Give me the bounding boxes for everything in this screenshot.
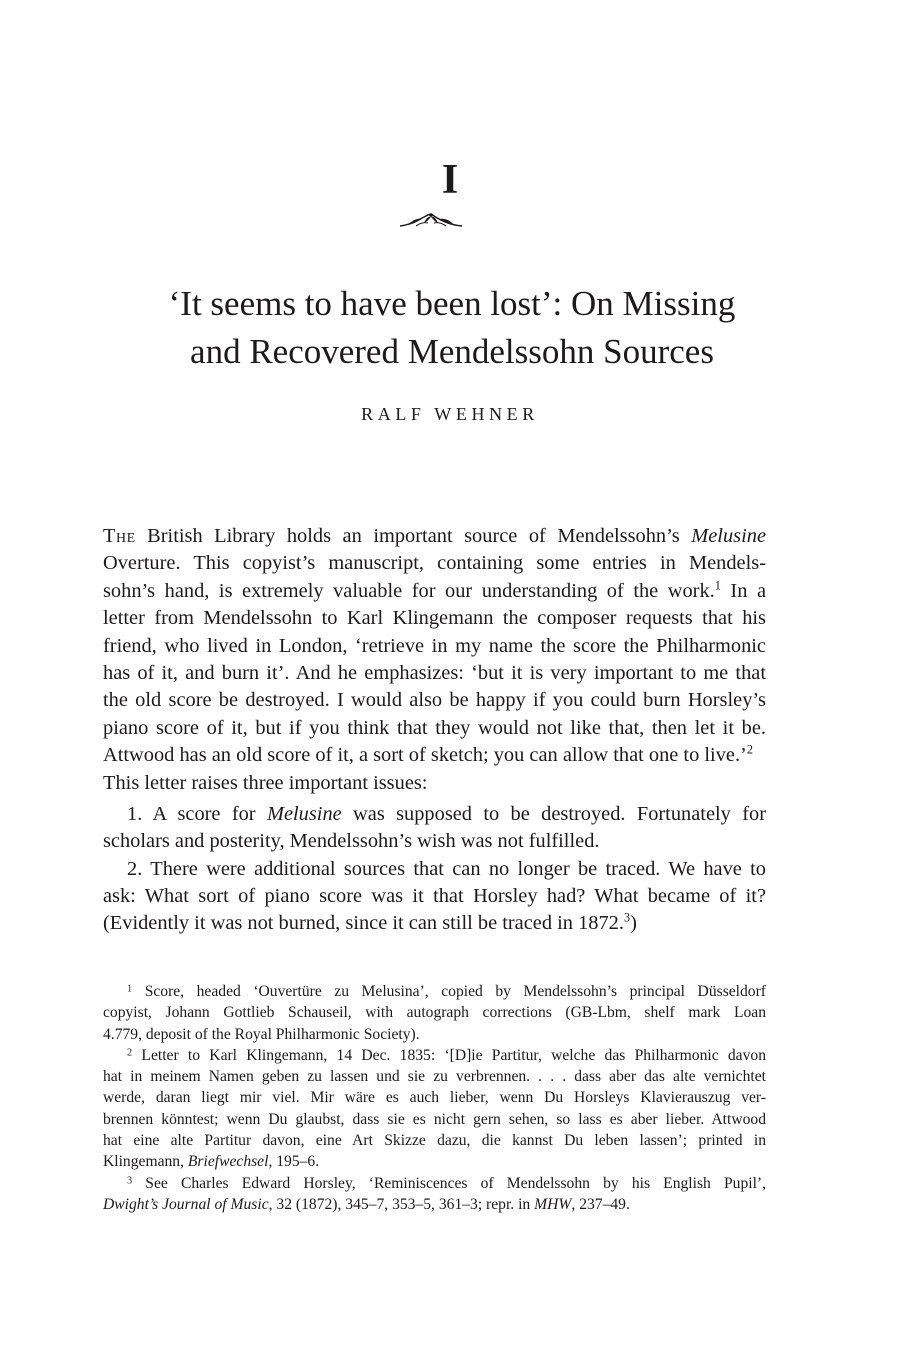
text-run: See Charles Edward Horsley, ‘Reminiscences of Mendelssohn by his English Pupil’, [145, 1174, 766, 1192]
chapter-title [100, 280, 804, 376]
text-run: sohn’s hand, is extremely valuable for our understanding of the work. [103, 579, 715, 602]
footnote-line [103, 1151, 766, 1172]
italic-title: MHW [534, 1195, 572, 1213]
paragraph [103, 523, 766, 797]
italic-title: Dwight’s Journal of Music [103, 1195, 269, 1213]
text-line: scholars and posterity, Mendelssohn’s wish was not fulfilled. [103, 830, 600, 853]
text-run: (Evidently it was not burned, since it can still be traced in 1872. [103, 912, 624, 935]
text-run: Klingemann, [103, 1153, 188, 1171]
text-run: , 32 (1872), 345–7, 353–5, 361–3; repr. in [268, 1195, 535, 1213]
footnote-number: 1 [127, 983, 133, 995]
footnote-line: werde, daran liegt mir viel. Mir wäre es auch lieber, wenn Du Horsleys Klavierauszug ver- [103, 1089, 766, 1107]
text-run: Attwood has an old score of it, a sort of sketch; you can allow that one to live.’ [103, 744, 747, 767]
text-line: has of it, and burn it’. And he emphasizes: ‘but it is very important to me that [103, 661, 766, 684]
text-line: ask: What sort of piano score was it that Horsley had? What became of it? [103, 885, 766, 908]
footnote-line [103, 1045, 766, 1066]
italic-title: Melusine [266, 802, 342, 825]
footnote-line: hat in meinem Namen geben zu lassen und sie zu verbrennen. . . . dass aber das alte vernichtet [103, 1068, 766, 1086]
chapter-title-line: and Recovered Mendelssohn Sources [190, 332, 714, 371]
footnote-ref[interactable]: 3 [623, 911, 631, 926]
footnote-line: brennen könntest; wenn Du glaubst, dass sie es nicht gern sehen, so lass es aber lieber. Attwood [103, 1110, 766, 1128]
text-line [103, 578, 766, 605]
text-run: In a [720, 579, 766, 602]
text-run: 1. A score for [127, 802, 267, 825]
text-run: Score, headed ‘Ouvertüre zu Melusina’, copied by Mendelssohn’s principal Düsseldorf [144, 983, 766, 1000]
footnote-number: 2 [127, 1047, 133, 1059]
numbered-list [103, 801, 766, 938]
text-line: friend, who lived in London, ‘retrieve in my name the score the Philharmonic [103, 634, 766, 657]
list-item: 2. There were additional sources that can no longer be traced. We have to [127, 857, 766, 880]
floral-ornament-icon [398, 208, 464, 230]
list-item [103, 801, 766, 828]
text-line: letter from Mendelssohn to Karl Klingemann the composer requests that his [103, 607, 766, 630]
small-caps-word: The [103, 525, 136, 547]
chapter-number: I [441, 157, 459, 203]
text-run: was supposed to be destroyed. Fortunately for [341, 802, 766, 825]
body-text [103, 523, 766, 938]
text-run: Letter to Karl Klingemann, 14 Dec. 1835: ‘[D]ie Partitur, welche das Philharmonic davon [141, 1046, 766, 1064]
italic-title: Briefwechsel [187, 1153, 269, 1171]
text-line: piano score of it, but if you think that they would not like that, then let it be. [103, 716, 766, 739]
footnote-line: hat eine alte Partitur davon, eine Art Skizze dazu, die kannst Du leben lassen’; printed in [103, 1132, 766, 1150]
footnotes [103, 981, 766, 1215]
author-name: RALF WEHNER [361, 404, 539, 424]
text-line: Overture. This copyist’s manuscript, containing some entries in Mendels- [103, 552, 766, 575]
footnote-line [103, 1194, 766, 1215]
text-line: This letter raises three important issues: [103, 771, 428, 794]
italic-title: Melusine [691, 525, 766, 547]
text-run: , 195–6. [268, 1153, 320, 1171]
footnote-ref[interactable]: 1 [714, 578, 721, 593]
text-line [103, 523, 766, 550]
text-line [103, 742, 766, 769]
footnote-line: copyist, Johann Gottlieb Schauseil, with autograph corrections (GB-Lbm, shelf mark Loan [103, 1004, 766, 1022]
chapter-title-line: ‘It seems to have been lost’: On Missing [168, 284, 736, 323]
text-line [103, 910, 766, 937]
text-run: , 237–49. [571, 1195, 630, 1213]
text-run: ) [630, 912, 637, 935]
footnote-line: 4.779, deposit of the Royal Philharmonic Society). [103, 1025, 420, 1043]
text-line: the old score be destroyed. I would also be happy if you could burn Horsley’s [103, 689, 766, 712]
footnote-number: 3 [127, 1175, 133, 1187]
footnote-line [103, 1173, 766, 1194]
footnote-ref[interactable]: 2 [746, 742, 753, 757]
text-run: British Library holds an important source of Mendelssohn’s [135, 525, 692, 547]
footnote-line [103, 981, 766, 1002]
